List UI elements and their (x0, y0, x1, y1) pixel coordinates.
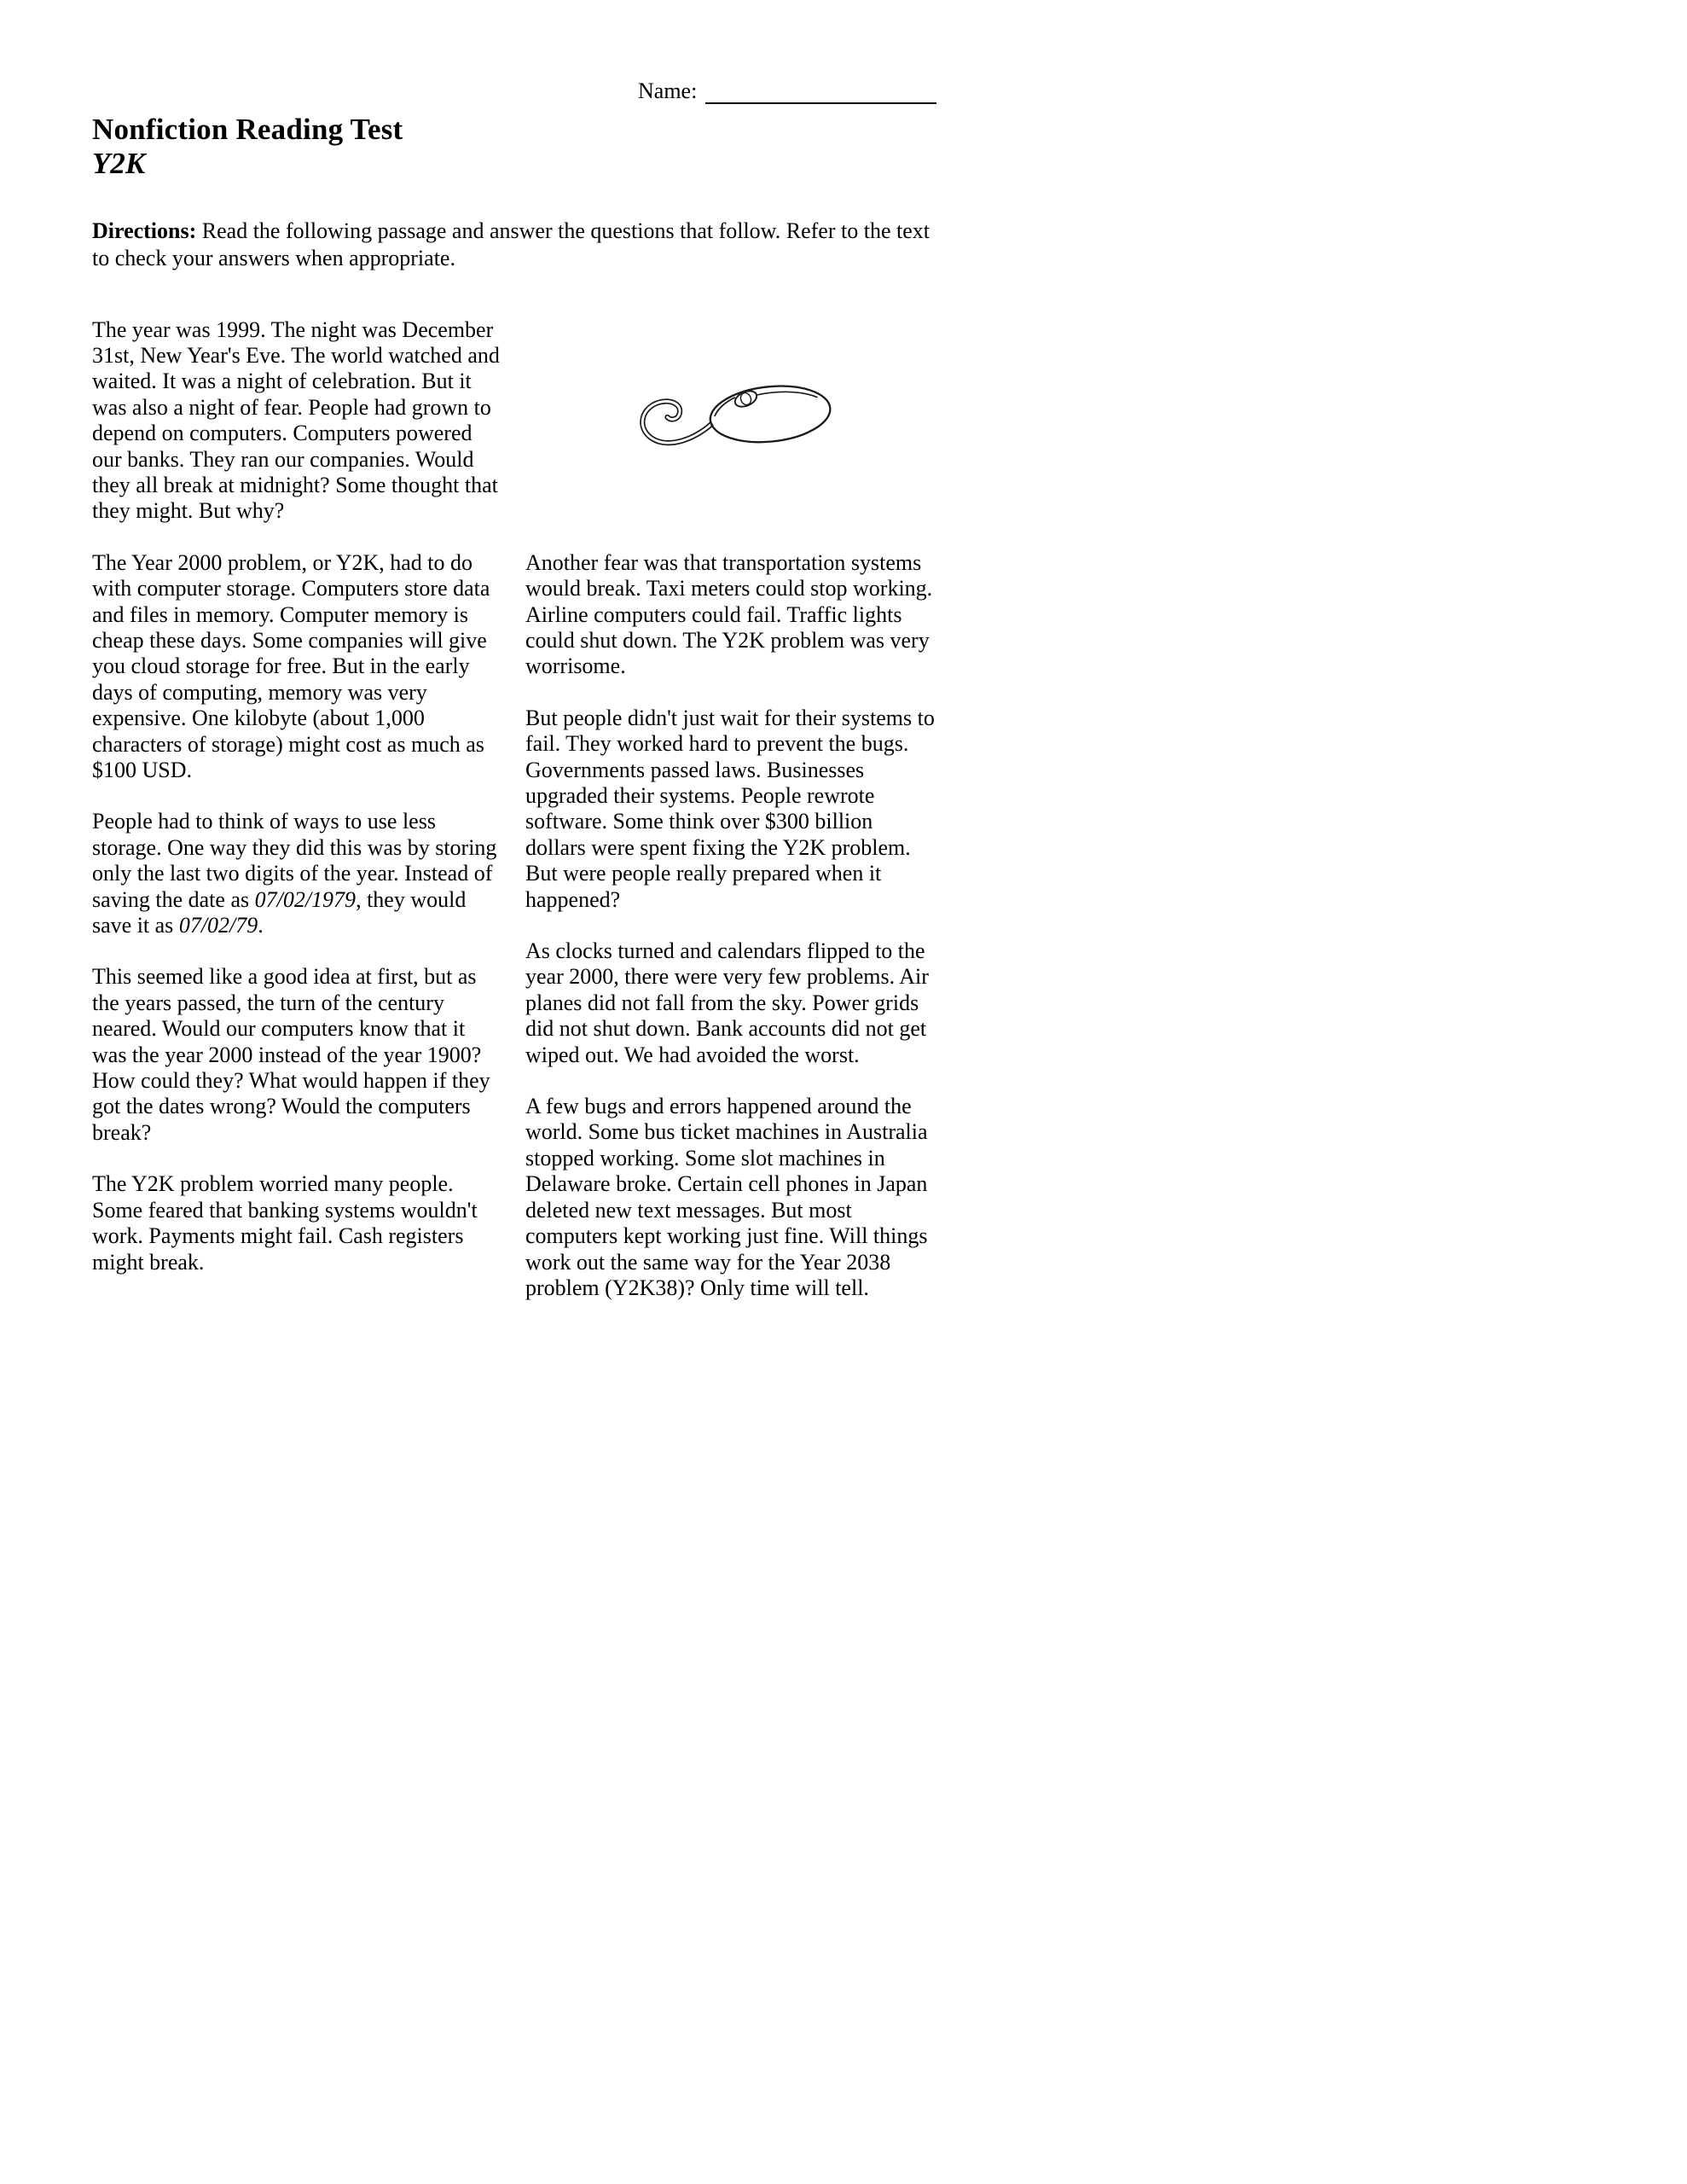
paragraph-transport-fears: Another fear was that transportation systems would break. Taxi meters could stop working. Airline computers could fail. Traffic lights could shut down. The Y2K problem was very worrisome. (525, 549, 933, 679)
paragraph-two-digit-dates (92, 809, 503, 938)
mouse-illustration (525, 317, 936, 550)
page-content (92, 75, 936, 1301)
page-subtitle: Y2K (92, 147, 146, 181)
computer-mouse-icon (621, 367, 849, 474)
intro-column (92, 317, 503, 550)
directions-text: Read the following passage and answer the questions that follow. Refer to the text to check your answers when appropriate. (92, 218, 930, 270)
right-column (525, 550, 936, 1302)
date-short-italic: 07/02/79 (178, 913, 258, 938)
date-paragraph-text-c: . (258, 913, 264, 938)
paragraph-minor-bugs: A few bugs and errors happened around the world. Some bus ticket machines in Australia stopped working. Some slot machines in Delaware broke. Certain cell phones in Japan deleted new text messages. But most computers kept working just fine. Will things work out the same way for the Year 2038 problem (Y2K38)? Only time will tell. (525, 1094, 928, 1300)
directions-label: Directions: (92, 218, 197, 243)
intro-row (92, 317, 936, 550)
page-title: Nonfiction Reading Test (92, 113, 403, 146)
paragraph-century-turn: This seemed like a good idea at first, but as the years passed, the turn of the century neared. Would our computers know that it was the year 2000 instead of the year 1900? How could they? What would happen if they got the dates wrong? Would the computers break? (92, 964, 490, 1145)
paragraph-outcome: As clocks turned and calendars flipped to the year 2000, there were very few problems. Air planes did not fall from the sky. Power grids did not shut down. Bank accounts did not get wiped out. We had avoided the worst. (525, 938, 929, 1067)
left-column (92, 550, 503, 1302)
paragraph-y2k-storage: The Year 2000 problem, or Y2K, had to do with computer storage. Computers store data and files in memory. Computer memory is cheap these days. Some companies will give you cloud storage for free. But in the early days of computing, memory was very expensive. One kilobyte (about 1,000 characters of storage) might cost as much as $100 USD. (92, 549, 490, 782)
date-paragraph-text-a: People had to think of ways to use less storage. One way they did this was by storing only the last two digits of the year. Instead of saving the date as (92, 809, 497, 912)
paragraph-prevention: But people didn't just wait for their systems to fail. They worked hard to prevent the bugs. Governments passed laws. Businesses upgraded their systems. People rewrote software. Some think over $300 billion dollars were spent fixing the Y2K problem. But were people really prepared when it happened? (525, 705, 935, 912)
paragraph-banking-fears: The Y2K problem worried many people. Some feared that banking systems wouldn't work. Payments might fail. Cash registers might break. (92, 1171, 478, 1275)
name-blank-line[interactable] (705, 80, 936, 104)
date-paragraph-text-b: , they would save it as (92, 886, 467, 938)
date-full-italic: 07/02/1979 (254, 886, 357, 912)
name-label: Name: (638, 78, 698, 103)
passage-columns (92, 550, 936, 1302)
paragraph-intro: The year was 1999. The night was December 31st, New Year's Eve. The world watched and waited. It was a night of celebration. But it was also a night of fear. People had grown to depend on computers. Computers powered our banks. They ran our companies. Would they all break at midnight? Some thought that they might. But why? (92, 317, 500, 524)
directions (92, 218, 936, 273)
name-row (638, 75, 936, 104)
